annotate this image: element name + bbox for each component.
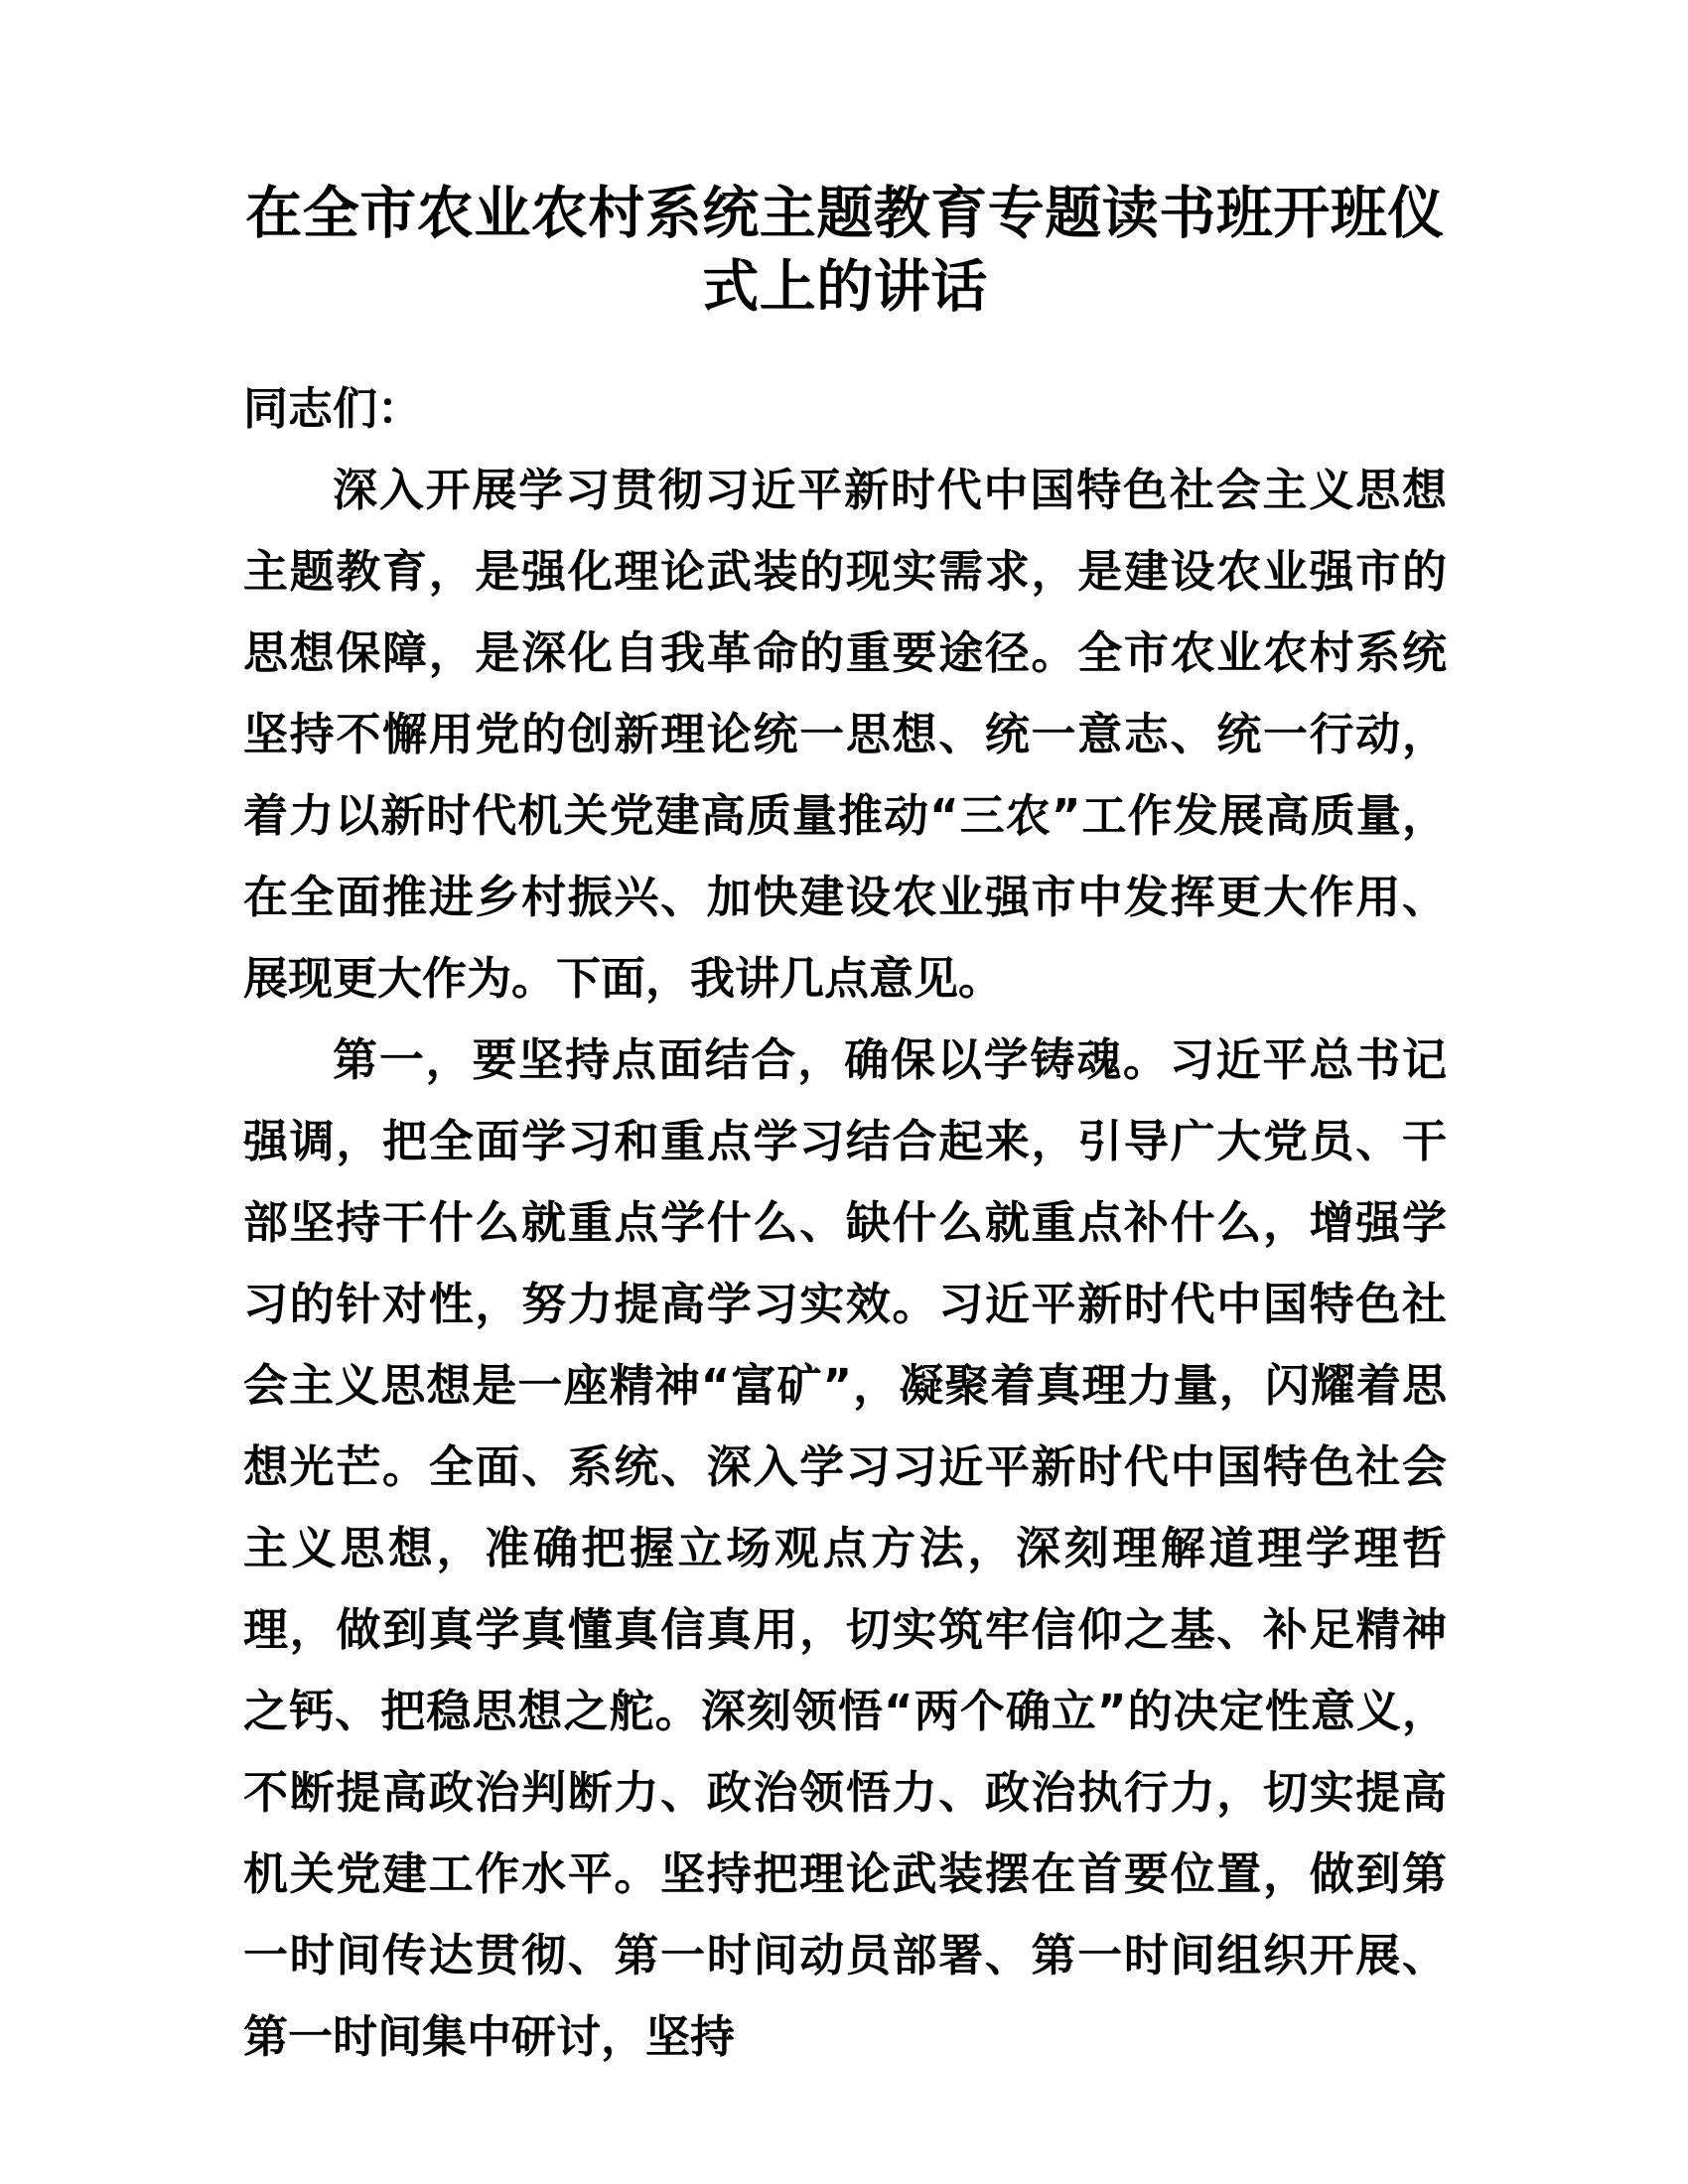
paragraph-point-one: 第一，要坚持点面结合，确保以学铸魂。习近平总书记强调，把全面学习和重点学习结合起来，引导广大党员、干部坚持干什么就重点学什么、缺什么就重点补什么，增强学习的针对性，努力提高学习实效。习近平新时代中国特色社会主义思想是一座精神“富矿”，凝聚着真理力量，闪耀着思想光芒。全面、系统、深入学习习近平新时代中国特色社会主义思想，准确把握立场观点方法，深刻理解道理学理哲理，做到真学真懂真信真用，切实筑牢信仰之基、补足精神之钙、把稳思想之舵。深刻领悟“两个确立”的决定性意义，不断提高政治判断力、政治领悟力、政治执行力，切实提高机关党建工作水平。坚持把理论武装摆在首要位置，做到第一时间传达贯彻、第一时间动员部署、第一时间组织开展、第一时间集中研讨，坚持	[243, 1033, 1447, 2063]
document-text-column	[243, 0, 1447, 2078]
salutation: 同志们：	[243, 382, 423, 435]
page-title: 在全市农业农村系统主题教育专题读书班开班仪式上的讲话	[245, 181, 1445, 320]
paragraph-intro: 深入开展学习贯彻习近平新时代中国特色社会主义思想主题教育，是强化理论武装的现实需求，是建设农业强市的思想保障，是深化自我革命的重要途径。全市农业农村系统坚持不懈用党的创新理论统一思想、统一意志、统一行动，着力以新时代机关党建高质量推动“三农”工作发展高质量，在全面推进乡村振兴、加快建设农业强市中发挥更大作用、展现更大作为。下面，我讲几点意见。	[243, 464, 1447, 1005]
